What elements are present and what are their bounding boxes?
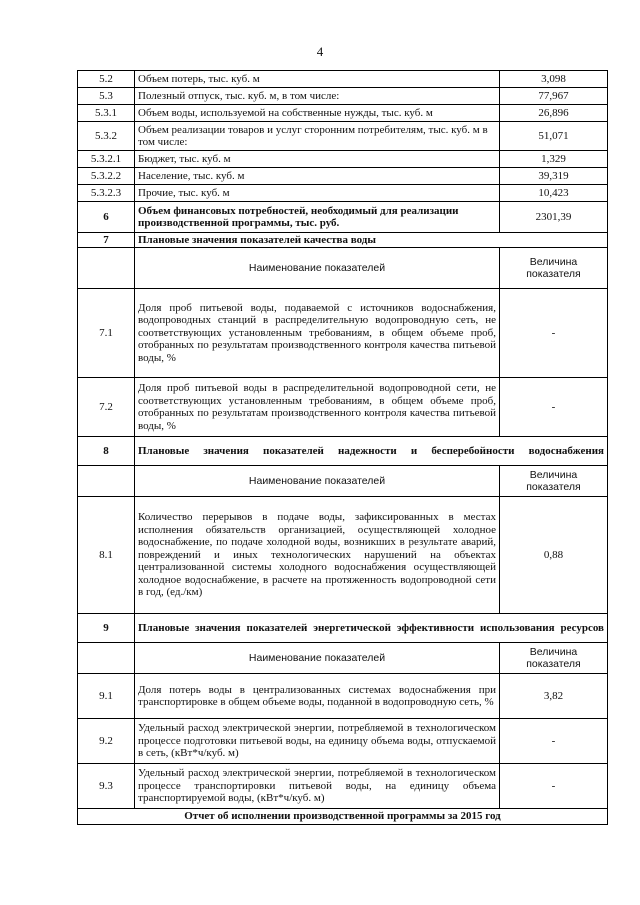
section-8-heading <box>78 437 608 466</box>
section-6-row <box>78 202 608 233</box>
row-description: Количество перерывов в подаче воды, зафиксированных в местах исполнения обязательств организацией, осуществляющей холодное водоснабжение, по подаче холодной воды, возникших в результате аварий, повреждений и иных технологических нарушений на объектах централизованной системы холодного водоснабжения осуществляющей холодное водоснабжение, в расчете на протяженность водопроводной сети в год, (ед./км) <box>135 497 500 614</box>
row-number: 8.1 <box>78 497 135 614</box>
column-header-name: Наименование показателей <box>135 248 500 289</box>
row-value: 3,098 <box>500 71 608 88</box>
report-title: Отчет об исполнении производственной программы за 2015 год <box>78 809 608 825</box>
row-description: Прочие, тыс. куб. м <box>135 185 500 202</box>
row-number: 9.2 <box>78 719 135 764</box>
section-title: Плановые значения показателей надежности и бесперебойности водоснабжения <box>135 437 608 466</box>
row-value: - <box>500 764 608 809</box>
page-number: 4 <box>316 44 324 59</box>
row-value: 26,896 <box>500 105 608 122</box>
row-number: 5.3.2.3 <box>78 185 135 202</box>
section-number: 8 <box>78 437 135 466</box>
row-description: Бюджет, тыс. куб. м <box>135 151 500 168</box>
column-header-value: Величина показателя <box>500 466 608 497</box>
blank-cell <box>78 643 135 674</box>
section-title: Плановые значения показателей качества воды <box>135 233 608 248</box>
column-header-row <box>78 248 608 289</box>
table-row <box>78 122 608 151</box>
row-description: Полезный отпуск, тыс. куб. м, в том числе: <box>135 88 500 105</box>
column-header-row <box>78 643 608 674</box>
row-description: Доля проб питьевой воды, подаваемой с источников водоснабжения, водопроводных станций в распределительную водопроводную сеть, не соответствующих установленным требованиям, в общем объеме проб, отобранных по результатам производственного контроля качества питьевой воды, % <box>135 289 500 378</box>
row-value: 3,82 <box>500 674 608 719</box>
row-description: Объем воды, используемой на собственные нужды, тыс. куб. м <box>135 105 500 122</box>
section-title: Плановые значения показателей энергетической эффективности использования ресурсов <box>135 614 608 643</box>
row-description: Население, тыс. куб. м <box>135 168 500 185</box>
table-row <box>78 168 608 185</box>
row-value: 10,423 <box>500 185 608 202</box>
column-header-name: Наименование показателей <box>135 466 500 497</box>
row-number: 5.3.2 <box>78 122 135 151</box>
section-number: 7 <box>78 233 135 248</box>
row-value: 1,329 <box>500 151 608 168</box>
section-7-heading <box>78 233 608 248</box>
row-value: - <box>500 719 608 764</box>
production-program-table <box>77 70 608 825</box>
table-row <box>78 88 608 105</box>
row-value: 51,071 <box>500 122 608 151</box>
row-number: 7.2 <box>78 378 135 437</box>
row-number: 5.2 <box>78 71 135 88</box>
row-description: Объем реализации товаров и услуг сторонним потребителям, тыс. куб. м в том числе: <box>135 122 500 151</box>
row-number: 9.1 <box>78 674 135 719</box>
row-number: 5.3 <box>78 88 135 105</box>
row-value: - <box>500 289 608 378</box>
report-title-row <box>78 809 608 825</box>
table-row <box>78 105 608 122</box>
column-header-value: Величина показателя <box>500 643 608 674</box>
row-number: 9.3 <box>78 764 135 809</box>
row-description: Доля потерь воды в централизованных системах водоснабжения при транспортировке в общем объеме воды, поданной в водопроводную сеть, % <box>135 674 500 719</box>
row-value: 39,319 <box>500 168 608 185</box>
column-header-value: Величина показателя <box>500 248 608 289</box>
section-value: 2301,39 <box>500 202 608 233</box>
row-number: 7.1 <box>78 289 135 378</box>
row-description: Объем потерь, тыс. куб. м <box>135 71 500 88</box>
table-row <box>78 289 608 378</box>
row-description: Доля проб питьевой воды в распределительной водопроводной сети, не соответствующих установленным требованиям, в общем объеме проб, отобранных по результатам производственного контроля качества питьевой воды, % <box>135 378 500 437</box>
table-row <box>78 151 608 168</box>
table-row <box>78 497 608 614</box>
section-description: Объем финансовых потребностей, необходимый для реализации производственной программы, тыс. руб. <box>135 202 500 233</box>
row-description: Удельный расход электрической энергии, потребляемой в технологическом процессе подготовки питьевой воды, на единицу объема воды, отпускаемой в сеть, (кВт*ч/куб. м) <box>135 719 500 764</box>
row-value: - <box>500 378 608 437</box>
table-row <box>78 378 608 437</box>
row-number: 5.3.2.2 <box>78 168 135 185</box>
column-header-row <box>78 466 608 497</box>
blank-cell <box>78 466 135 497</box>
section-number: 6 <box>78 202 135 233</box>
section-9-heading <box>78 614 608 643</box>
blank-cell <box>78 248 135 289</box>
row-description: Удельный расход электрической энергии, потребляемой в технологическом процессе транспортировки питьевой воды, на единицу объема транспортируемой воды, (кВт*ч/куб. м) <box>135 764 500 809</box>
table-row <box>78 764 608 809</box>
section-number: 9 <box>78 614 135 643</box>
column-header-name: Наименование показателей <box>135 643 500 674</box>
table-row <box>78 185 608 202</box>
table-row <box>78 719 608 764</box>
row-value: 77,967 <box>500 88 608 105</box>
table-row <box>78 71 608 88</box>
row-value: 0,88 <box>500 497 608 614</box>
row-number: 5.3.2.1 <box>78 151 135 168</box>
row-number: 5.3.1 <box>78 105 135 122</box>
table-row <box>78 674 608 719</box>
